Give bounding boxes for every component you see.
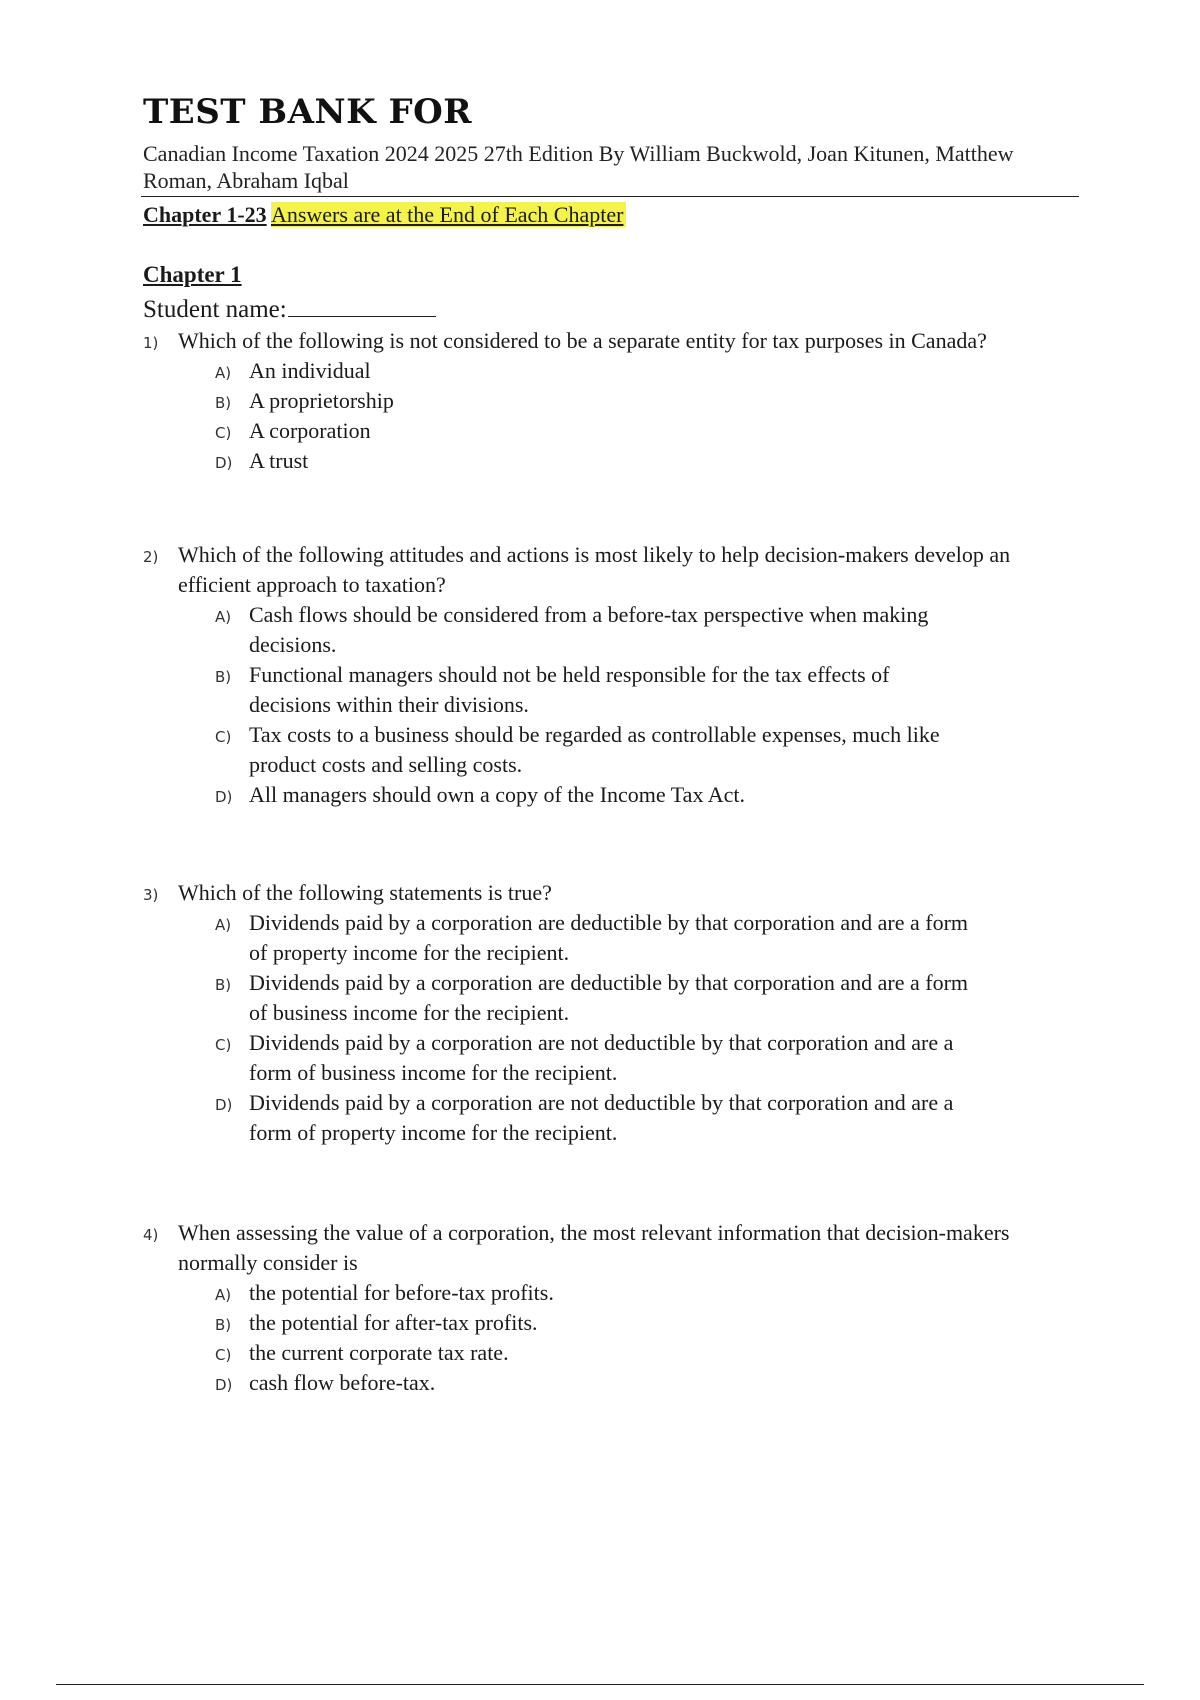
- answer-options: [143, 356, 1063, 476]
- header-divider: [141, 196, 1079, 197]
- option-text: Dividends paid by a corporation are not deductible by that corporation and are a form of property income for the recipient.: [249, 1090, 954, 1145]
- option-c: [143, 1028, 969, 1088]
- option-text: the current corporate tax rate.: [249, 1340, 509, 1365]
- document-title: TEST BANK FOR: [143, 92, 473, 132]
- option-letter: B): [215, 1316, 232, 1334]
- option-text: Cash flows should be considered from a before-tax perspective when making decisions.: [249, 602, 929, 657]
- option-letter: D): [215, 1376, 233, 1394]
- answer-options: [143, 908, 1063, 1148]
- question-number: 3): [143, 886, 159, 904]
- option-c: [143, 1338, 969, 1368]
- question-2: [143, 540, 1063, 810]
- option-letter: C): [215, 1036, 232, 1054]
- question-text: Which of the following attitudes and actions is most likely to help decision-makers develop an efficient approach to taxation?: [178, 542, 1011, 597]
- option-letter: A): [215, 1286, 232, 1304]
- student-name-line: [143, 292, 436, 324]
- answer-options: [143, 1278, 1063, 1398]
- option-text: All managers should own a copy of the Income Tax Act.: [249, 782, 745, 807]
- option-text: Dividends paid by a corporation are not deductible by that corporation and are a form of business income for the recipient.: [249, 1030, 954, 1085]
- option-text: Dividends paid by a corporation are deductible by that corporation and are a form of business income for the recipient.: [249, 970, 969, 1025]
- question-1: [143, 326, 1063, 476]
- option-letter: A): [215, 916, 232, 934]
- option-text: Dividends paid by a corporation are deductible by that corporation and are a form of property income for the recipient.: [249, 910, 969, 965]
- chapter-heading: Chapter 1: [143, 262, 242, 287]
- option-text: Tax costs to a business should be regarded as controllable expenses, much like product costs and selling costs.: [249, 722, 940, 777]
- option-d: [143, 780, 969, 810]
- question-text: Which of the following statements is true?: [178, 880, 552, 905]
- option-a: [143, 600, 969, 660]
- option-b: [143, 386, 969, 416]
- chapter-range-note: Answers are at the End of Each Chapter: [271, 202, 626, 227]
- answer-options: [143, 600, 1063, 810]
- option-d: [143, 1088, 969, 1148]
- option-a: [143, 1278, 969, 1308]
- option-text: Functional managers should not be held responsible for the tax effects of decisions within their divisions.: [249, 662, 890, 717]
- option-text: cash flow before-tax.: [249, 1370, 436, 1395]
- question-number: 1): [143, 334, 159, 352]
- question-4: [143, 1218, 1063, 1398]
- option-letter: D): [215, 454, 233, 472]
- question-number: 2): [143, 548, 159, 566]
- option-text: A trust: [249, 448, 309, 473]
- option-text: A proprietorship: [249, 388, 394, 413]
- option-letter: B): [215, 976, 232, 994]
- book-subtitle: Canadian Income Taxation 2024 2025 27th Edition By William Buckwold, Joan Kitunen, Matthew Roman, Abraham Iqbal: [143, 141, 1014, 193]
- option-letter: D): [215, 788, 233, 806]
- option-b: [143, 968, 969, 1028]
- option-text: the potential for before-tax profits.: [249, 1280, 554, 1305]
- option-letter: B): [215, 394, 232, 412]
- option-letter: C): [215, 728, 232, 746]
- student-name-blank: [288, 292, 436, 317]
- footer-divider: [56, 1684, 1144, 1685]
- option-letter: A): [215, 364, 232, 382]
- option-text: the potential for after-tax profits.: [249, 1310, 538, 1335]
- option-text: A corporation: [249, 418, 371, 443]
- question-text: Which of the following is not considered to be a separate entity for tax purposes in Canada?: [178, 328, 987, 353]
- option-c: [143, 416, 969, 446]
- option-letter: C): [215, 424, 232, 442]
- option-b: [143, 660, 969, 720]
- option-b: [143, 1308, 969, 1338]
- option-letter: D): [215, 1096, 233, 1114]
- option-d: [143, 446, 969, 476]
- chapter-range-label: Chapter 1-23: [143, 202, 267, 227]
- chapter-range-line: [143, 201, 626, 229]
- option-c: [143, 720, 969, 780]
- question-3: [143, 878, 1063, 1148]
- option-a: [143, 356, 969, 386]
- question-text: When assessing the value of a corporation, the most relevant information that decision-makers normally consider is: [178, 1220, 1010, 1275]
- option-a: [143, 908, 969, 968]
- student-name-label: Student name:: [143, 296, 287, 323]
- option-letter: C): [215, 1346, 232, 1364]
- option-letter: B): [215, 668, 232, 686]
- option-text: An individual: [249, 358, 371, 383]
- option-d: [143, 1368, 969, 1398]
- option-letter: A): [215, 608, 232, 626]
- question-number: 4): [143, 1226, 159, 1244]
